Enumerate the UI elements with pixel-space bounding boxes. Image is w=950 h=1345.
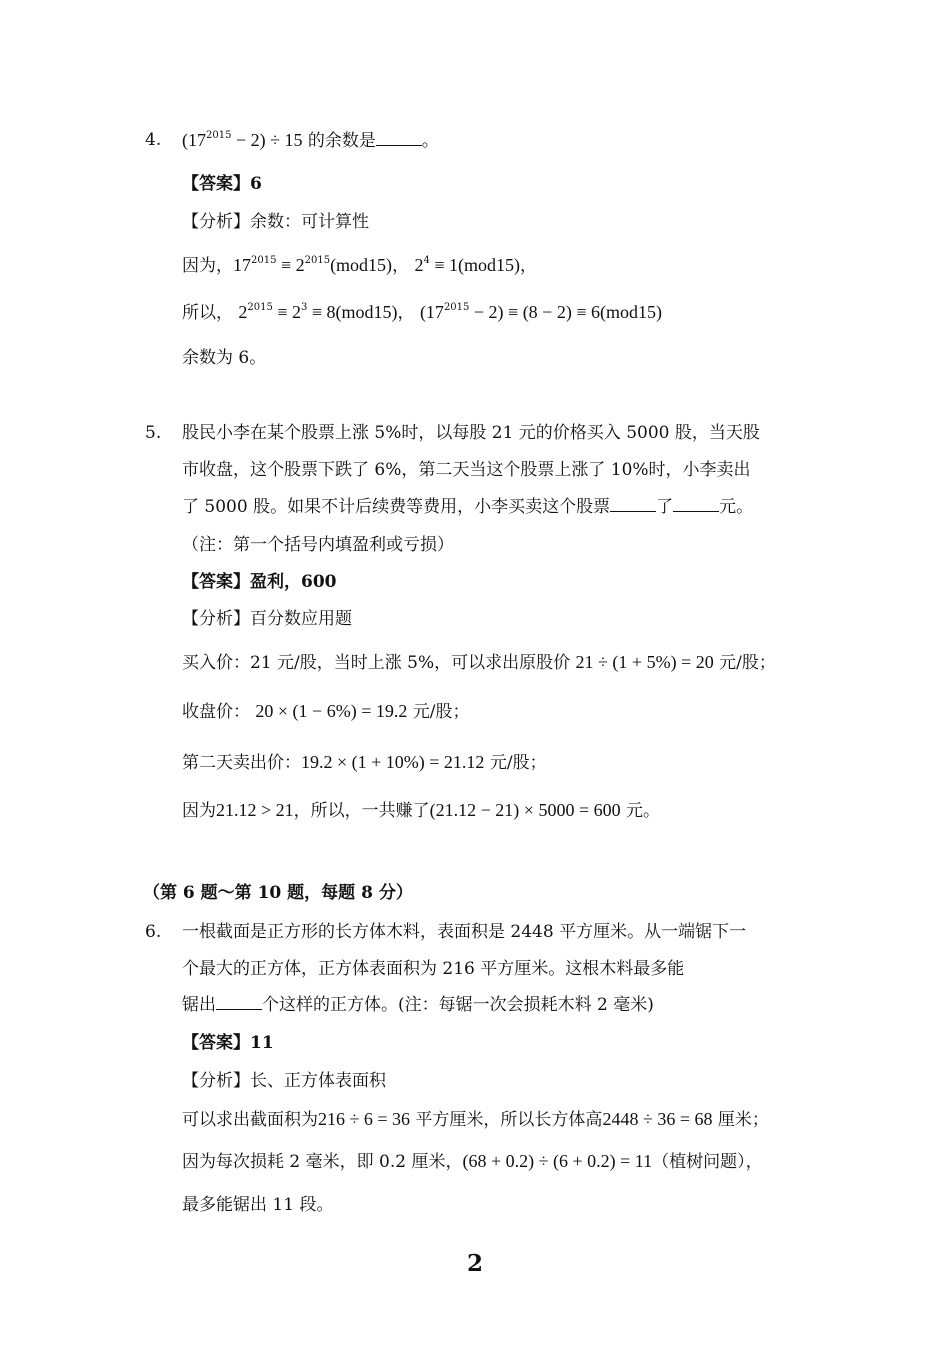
q5-stem-line1: 股民小李在某个股票上涨 5%时，以每股 21 元的价格买入 5000 股，当天股 — [182, 423, 760, 443]
q4-answer: 【答案】6 — [182, 174, 262, 194]
page-number: 2 — [466, 1250, 483, 1277]
q5-stem-note: （注：第一个括号内填盈利或亏损） — [182, 535, 454, 555]
q4-number: 4. — [145, 130, 162, 150]
q4-stem: $(17^{2015} - 2) \div 15$ 的余数是 。 — [182, 130, 439, 151]
q6-analysis-line3: 最多能锯出 11 段。 — [182, 1195, 334, 1215]
q5-analysis-line4: 因为21.12 > 21，所以，一共赚了(21.12 − 21) × 5000 = 600 元。 — [182, 800, 661, 821]
answer-blank — [673, 497, 719, 512]
q6-analysis-line1: 可以求出截面积为216 ÷ 6 = 36 平方厘米，所以长方体高2448 ÷ 36 = 68 厘米； — [182, 1109, 769, 1130]
q6-stem-line3: 锯出 个这样的正方体。(注：每锯一次会损耗木料 2 毫米) — [182, 995, 654, 1015]
q6-analysis-line2: 因为每次损耗 2 毫米，即 0.2 厘米，(68 + 0.2) ÷ (6 + 0.2) = 11（植树问题）， — [182, 1151, 763, 1172]
q5-analysis-line3: 第二天卖出价：19.2 × (1 + 10%) = 21.12 元/股； — [182, 752, 547, 773]
q6-number: 6. — [145, 922, 162, 942]
answer-blank — [216, 995, 262, 1010]
q4-analysis-line2: 所以， $2^{2015} \equiv 2^3 \equiv 8(mod15)$， $(17^{2015} - 2) \equiv (8 - 2) \equiv 6(mod15)$ — [182, 302, 662, 323]
q5-analysis-line2: 收盘价： 20 × (1 − 6%) = 19.2 元/股； — [182, 701, 470, 722]
q4-analysis-line1: 因为，$17^{2015} \equiv 2^{2015}(mod15)$， $2^4 \equiv 1(mod15)$， — [182, 255, 537, 276]
q4-stem-math: 17 — [188, 130, 206, 150]
q6-stem-line2: 个最大的正方体，正方体表面积为 216 平方厘米。这根木料最多能 — [182, 959, 685, 979]
q5-stem-line3: 了 5000 股。如果不计后续费等费用，小李买卖这个股票 了 元。 — [182, 497, 754, 517]
q5-analysis: 【分析】百分数应用题 — [182, 609, 352, 629]
q5-analysis-line1: 买入价：21 元/股，当时上涨 5%，可以求出原股价 21 ÷ (1 + 5%) = 20 元/股； — [182, 652, 776, 673]
q5-stem-line2: 市收盘，这个股票下跌了 6%，第二天当这个股票上涨了 10%时，小李卖出 — [182, 460, 751, 480]
answer-blank — [376, 131, 422, 146]
q4-analysis-line3: 余数为 6。 — [182, 348, 267, 368]
answer-blank — [610, 497, 656, 512]
q6-stem-line1: 一根截面是正方形的长方体木料，表面积是 2448 平方厘米。从一端锯下一 — [182, 922, 747, 942]
q6-analysis: 【分析】长、正方体表面积 — [182, 1071, 386, 1091]
q5-answer: 【答案】盈利，600 — [182, 572, 337, 592]
q4-analysis: 【分析】余数：可计算性 — [182, 212, 369, 232]
section-header: （第 6 题～第 10 题，每题 8 分） — [143, 883, 413, 903]
q5-number: 5. — [145, 423, 162, 443]
q6-answer: 【答案】11 — [182, 1033, 274, 1053]
